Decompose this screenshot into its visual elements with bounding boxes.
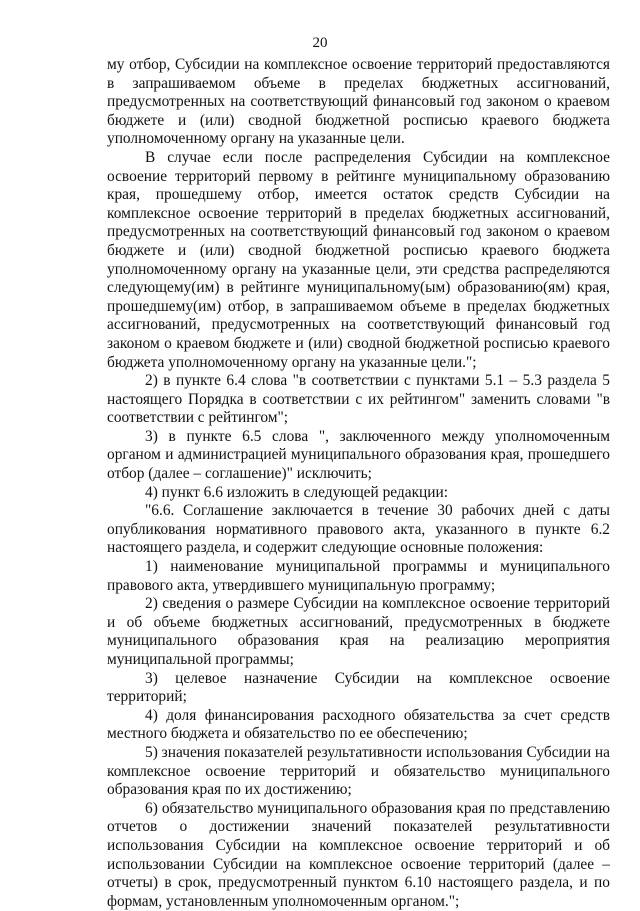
paragraph-provision-2: 2) сведения о размере Субсидии на комплексное освоение территорий и об объеме бюджетных ассигнований, предусмотренных в бюджете муниципального образования края на реализацию мероприятия муниципальной программы; bbox=[107, 595, 610, 668]
paragraph-provision-3: 3) целевое назначение Субсидии на комплексное освоение территорий; bbox=[107, 669, 610, 706]
paragraph-provision-5: 5) значения показателей результативности использования Субсидии на комплексное освоение территорий и обязательство муниципального образования края по их достижению; bbox=[107, 743, 610, 799]
paragraph-item-2: 2) в пункте 6.4 слова "в соответствии с пунктами 5.1 – 5.3 раздела 5 настоящего Порядка в соответствии с их рейтингом" заменить словами "в соответствии с рейтингом"; bbox=[107, 372, 610, 427]
paragraph-remaining-funds: В случае если после распределения Субсидии на комплексное освоение территорий первому в рейтинге муниципальному образованию края, прошедшему отбор, имеется остаток средств Субсидии на комплексное освоение территорий в пределах бюджетных ассигнований, предусмотренных на соответствующий финансовый год законом о краевом бюджете и (или) сводной бюджетной росписью краевого бюджета уполномоченному органу на указанные цели, эти средства распределяются следующему(им) в рейтинге муниципальному(ым) образованию(ям) края, прошедшему(им) отбор, в запрашиваемом объеме в пределах бюджетных ассигнований, предусмотренных на соответствующий финансовый год законом о краевом бюджете и (или) сводной бюджетной росписью краевого бюджета уполномоченному органу на указанные цели."; bbox=[107, 148, 610, 371]
paragraph-clause-6-6: "6.6. Соглашение заключается в течение 30 рабочих дней с даты опубликования нормативного правового акта, указанного в пункте 6.2 настоящего раздела, и содержит следующие основные положения: bbox=[107, 502, 610, 557]
paragraph-continuation: му отбор, Субсидии на комплексное освоение территорий предоставляются в запрашиваемом объеме в пределах бюджетных ассигнований, предусмотренных на соответствующий финансовый год законом о краевом бюджете и (или) сводной бюджетной росписью краевого бюджета уполномоченному органу на указанные цели. bbox=[107, 56, 610, 148]
page-number: 20 bbox=[312, 35, 328, 51]
paragraph-item-3: 3) в пункте 6.5 слова ", заключенного между уполномоченным органом и администрацией муниципального образования края, прошедшего отбор (далее – соглашение)" исключить; bbox=[107, 427, 610, 483]
paragraph-provision-1: 1) наименование муниципальной программы и муниципального правового акта, утвердившего муниципальную программу; bbox=[107, 558, 610, 594]
document-body bbox=[107, 56, 610, 911]
paragraph-provision-4: 4) доля финансирования расходного обязательства за счет средств местного бюджета и обязательство по ее обеспечению; bbox=[107, 706, 610, 743]
paragraph-provision-6: 6) обязательство муниципального образования края по представлению отчетов о достижении значений показателей результативности использования Субсидии на комплексное освоение территорий и об использовании Субсидии на комплексное освоение территорий (далее – отчеты) в срок, предусмотренный пунктом 6.10 настоящего раздела, и по формам, установленным уполномоченным органом."; bbox=[107, 799, 610, 910]
paragraph-item-4: 4) пункт 6.6 изложить в следующей редакции: bbox=[145, 483, 449, 501]
